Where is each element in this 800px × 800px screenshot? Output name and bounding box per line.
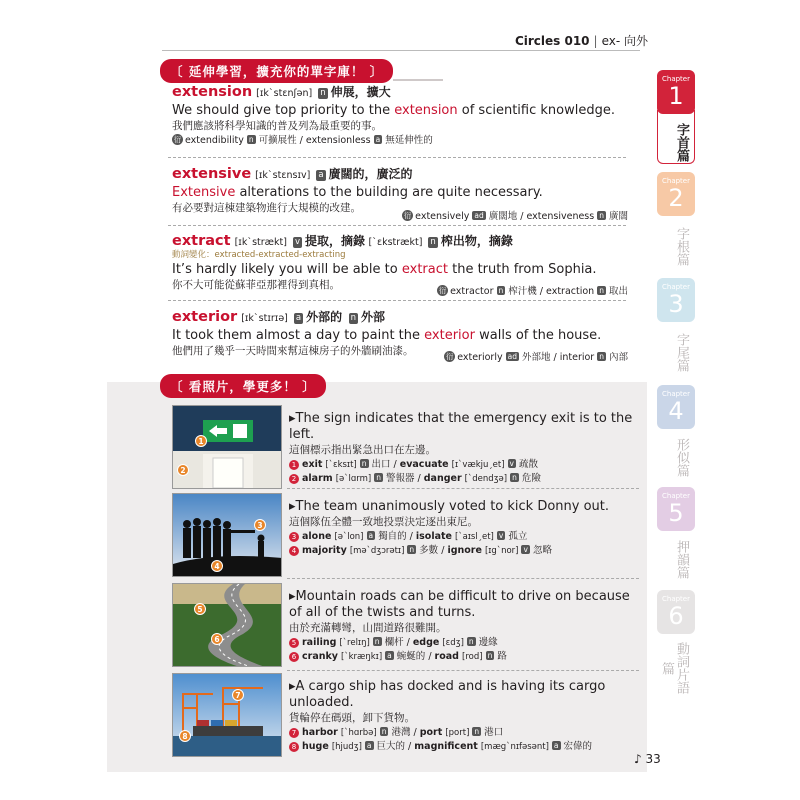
example-translation: 他們用了幾乎一天時間來幫這棟房子的外牆刷油漆。	[172, 345, 414, 357]
running-header: Circles 010 | ex- 向外	[514, 34, 648, 48]
chapter-number: 5	[668, 499, 684, 527]
chapter-name: 字根篇	[674, 226, 689, 266]
chapter-label: Chapter	[662, 75, 690, 83]
divider	[168, 157, 626, 158]
page-number: 33	[645, 752, 661, 766]
verb-forms: 動詞變化：extracted-extracted-extracting	[172, 250, 346, 260]
derivatives: 衍 extendibility n 可擴展性 / extensionless a 無延伸性的	[173, 135, 433, 146]
example-sentence: It’s hardly likely you will be able to extract the truth from Sophia.	[172, 262, 597, 277]
chapter-tab-3[interactable]	[657, 278, 695, 322]
header-unit: Circles 010	[514, 34, 590, 48]
photo-marker: 3	[254, 519, 266, 531]
chapter-number: 6	[668, 602, 684, 630]
chapter-label: Chapter	[662, 390, 690, 398]
divider	[168, 225, 626, 226]
chapter-label: Chapter	[662, 283, 690, 291]
photo-marker: 5	[194, 603, 206, 615]
chapter-tab-6[interactable]	[657, 590, 695, 634]
chapter-number: 1	[668, 82, 684, 110]
chapter-label: Chapter	[662, 177, 690, 185]
photo-cargo-port	[172, 673, 282, 757]
example-sentence: It took them almost a day to paint the exterior walls of the house.	[172, 328, 602, 343]
photo-marker: 7	[232, 689, 244, 701]
derivative-badge: 衍	[403, 211, 412, 220]
derivatives: 衍 extensively ad 廣闊地 / extensiveness n 廣闊	[403, 211, 628, 222]
derivative-badge: 衍	[173, 135, 182, 144]
photo-marker: 2	[177, 464, 189, 476]
music-note-icon: ♪	[634, 752, 642, 766]
photo-mountain-road	[172, 583, 282, 667]
chapter-name: 押韻篇	[674, 539, 689, 579]
divider	[287, 488, 639, 489]
example-translation: 你不大可能從蘇菲亞那裡得到真相。	[172, 279, 340, 291]
example-translation: 有必要對這棟建築物進行大規模的改建。	[172, 202, 361, 214]
word-entry-extensive: extensive [ɪkˋstɛnsɪv] a 廣闊的，廣泛的 Extensive alterations to the building are quite necessary. 有必要對這棟建築物進行大規模的改建。 衍 extensively ad 廣闊地 / extensiveness n 廣闊	[172, 166, 628, 222]
chapter-tab-4[interactable]	[657, 385, 695, 429]
chapter-label: Chapter	[662, 595, 690, 603]
divider	[287, 670, 639, 671]
photo-exit-sign	[172, 405, 282, 489]
photo-marker: 1	[195, 435, 207, 447]
divider	[168, 300, 626, 301]
word-entry-extension: extension [ɪkˋstɛnʃən] n 伸展，擴大 We should give top priority to the extension of scientific knowledge. 我們應該將科學知識的普及列為最重要的事。 衍 extendibility n 可擴展性 / extensionless a 無延伸性的	[172, 84, 628, 154]
chapter-number: 4	[668, 397, 684, 425]
photo-caption-1: ▸The sign indicates that the emergency exit is to the left. 這個標示指出緊急出口在左邊。 1 exit [ˋɛksɪt] n 出口 / evacuate [ɪˋvækjuˏet] v 疏散 2 alarm [əˋlɑrm] n 警報器 / danger [ˋdendʒə] n 危險	[289, 411, 633, 484]
photo-marker: 4	[211, 560, 223, 572]
photo-caption-4: ▸A cargo ship has docked and is having its cargo unloaded. 貨輪停在碼頭，卸下貨物。 7 harbor [ˋhɑrbə] n 港灣 / port [port] n 港口 8 huge [hjudʒ] a 巨大的 / magnificent [mægˋnɪfəsənt] a 宏偉的	[289, 679, 606, 752]
section-extension-title: 〔 延伸學習，擴充你的單字庫！ 〕	[160, 60, 443, 82]
chapter-label: Chapter	[662, 492, 690, 500]
derivative-badge: 衍	[445, 352, 454, 361]
header-rule	[162, 50, 640, 51]
example-translation: 我們應該將科學知識的普及列為最重要的事。	[172, 120, 382, 132]
chapter-1-active-frame	[657, 110, 695, 164]
derivatives: 衍 extractor n 榨汁機 / extraction n 取出	[438, 286, 628, 297]
divider	[287, 578, 639, 579]
photo-team-silhouette	[172, 493, 282, 577]
chapter-name: 形似篇	[674, 437, 689, 477]
photo-caption-3: ▸Mountain roads can be difficult to drive on because of all of the twists and turns. 由於充滿轉彎，山間道路很難開。 5 railing [ˋrelɪŋ] n 欄杆 / edge [ɛdʒ] n 邊緣 6 cranky [ˋkræŋkɪ] a 蜿蜒的 / road [rod] n 路	[289, 589, 630, 662]
chapter-number: 2	[668, 184, 684, 212]
chapter-name: 字尾篇	[674, 332, 689, 372]
header-topic: ex- 向外	[601, 34, 648, 48]
derivative-badge: 衍	[438, 286, 447, 295]
photo-marker: 6	[211, 633, 223, 645]
chapter-number: 3	[668, 290, 684, 318]
photo-caption-2: ▸The team unanimously voted to kick Donny out. 這個隊伍全體一致地投票決定逐出東尼。 3 alone [əˋlon] a 獨自的 / isolate [ˋaɪslˏet] v 孤立 4 majority [məˋdʒɔrətɪ] n 多數 / ignore [ɪgˋnor] v 忽略	[289, 499, 610, 556]
derivatives: 衍 exteriorly ad 外部地 / interior n 內部	[445, 352, 628, 363]
chapter-tab-1[interactable]	[657, 70, 695, 114]
example-sentence: We should give top priority to the extension of scientific knowledge.	[172, 103, 615, 118]
word-entry-exterior: exterior [ɪkˋstɪrɪə] a 外部的 n 外部 It took them almost a day to paint the exterior walls of the house. 他們用了幾乎一天時間來幫這棟房子的外牆刷油漆。 衍 exteriorly ad 外部地 / interior n 內部	[172, 309, 628, 363]
word-entry-extract: extract [ɪkˋstrækt] v 提取，摘錄 [ˋɛkstrækt] n 榨出物，摘錄 動詞變化：extracted-extracted-extracting It’s hardly likely you will be able to extract the truth from Sophia. 你不大可能從蘇菲亞那裡得到真相。 衍 extractor n 榨汁機 / extraction n 取出	[172, 233, 628, 297]
section-photo-title: 〔 看照片，學更多！ 〕	[160, 375, 326, 397]
photo-marker: 8	[179, 730, 191, 742]
page-footer	[634, 752, 661, 766]
example-sentence: Extensive alterations to the building are quite necessary.	[172, 185, 543, 200]
chapter-name: 動詞片語篇	[659, 642, 689, 694]
chapter-tab-5[interactable]	[657, 487, 695, 531]
chapter-name: 字首篇	[674, 122, 689, 162]
chapter-tab-2[interactable]	[657, 172, 695, 216]
